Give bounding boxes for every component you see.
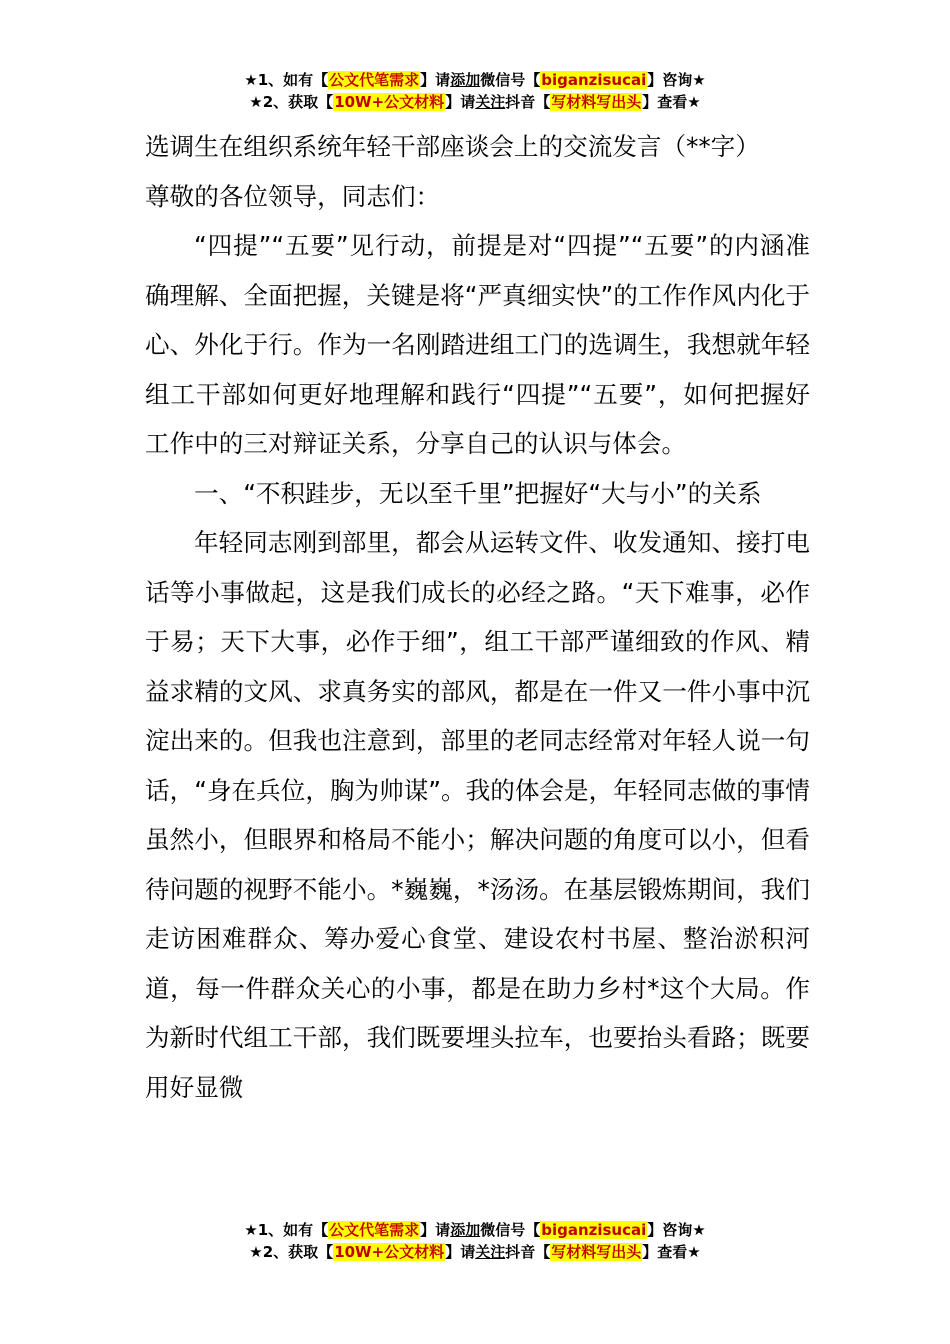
- highlight-service: 公文代笔需求: [329, 1221, 420, 1239]
- promo-text-underlined: 关注: [475, 1243, 506, 1261]
- promo-text: 】请: [420, 71, 451, 89]
- promo-text: 】请: [445, 93, 476, 111]
- highlight-wechat-id: biganzisucai: [541, 71, 647, 89]
- promo-line-2: [0, 1241, 950, 1263]
- promo-text: 】咨询★: [647, 71, 706, 89]
- promo-text: 抖音【: [505, 1243, 551, 1261]
- salutation: 尊敬的各位领导，同志们：: [145, 181, 441, 211]
- document-body: [145, 122, 810, 1112]
- highlight-materials: 10W+公文材料: [334, 1243, 445, 1261]
- promo-banner-top: [0, 69, 950, 113]
- document-title: 选调生在组织系统年轻干部座谈会上的交流发言（**字）: [145, 132, 760, 161]
- promo-line-1: [0, 69, 950, 91]
- promo-text-underlined: 添加: [450, 71, 481, 89]
- promo-text: 抖音【: [505, 93, 551, 111]
- highlight-materials: 10W+公文材料: [334, 93, 445, 111]
- promo-text: 】查看★: [642, 1243, 701, 1261]
- promo-text: 微信号【: [480, 71, 541, 89]
- promo-text: 】请: [445, 1243, 476, 1261]
- highlight-douyin-account: 写材料写出头: [551, 93, 642, 111]
- promo-text-underlined: 关注: [475, 93, 506, 111]
- promo-text: ★2、获取【: [249, 1243, 334, 1261]
- promo-text-underlined: 添加: [450, 1221, 481, 1239]
- promo-text: 微信号【: [480, 1221, 541, 1239]
- body-paragraph-1: 年轻同志刚到部里，都会从运转文件、收发通知、接打电话等小事做起，这是我们成长的必经之路。“天下难事，必作于易；天下大事，必作于细”，组工干部严谨细致的作风、精益求精的文风、求真务实的部风，都是在一件又一件小事中沉淀出来的。但我也注意到，部里的老同志经常对年轻人说一句话，“身在兵位，胸为帅谋”。我的体会是，年轻同志做的事情虽然小，但眼界和格局不能小；解决问题的角度可以小，但看待问题的视野不能小。*巍巍，*汤汤。在基层锻炼期间，我们走访困难群众、筹办爱心食堂、建设农村书屋、整治淤积河道，每一件群众关心的小事，都是在助力乡村*这个大局。作为新时代组工干部，我们既要埋头拉车，也要抬头看路；既要用好显微: [145, 528, 810, 1102]
- promo-banner-bottom: [0, 1219, 950, 1263]
- promo-text: ★2、获取【: [249, 93, 334, 111]
- promo-text: 】查看★: [642, 93, 701, 111]
- highlight-douyin-account: 写材料写出头: [551, 1243, 642, 1261]
- promo-text: 】请: [420, 1221, 451, 1239]
- highlight-service: 公文代笔需求: [329, 71, 420, 89]
- section-heading-1: 一、“不积跬步，无以至千里”把握好“大与小”的关系: [194, 478, 762, 508]
- promo-text: 】咨询★: [647, 1221, 706, 1239]
- intro-paragraph: “四提”“五要”见行动，前提是对“四提”“五要”的内涵准确理解、全面把握，关键是将“严真细实快”的工作作风内化于心、外化于行。作为一名刚踏进组工门的选调生，我想就年轻组工干部如何更好地理解和践行“四提”“五要”，如何把握好工作中的三对辩证关系，分享自己的认识与体会。: [145, 231, 810, 458]
- promo-text: ★1、如有【: [244, 71, 329, 89]
- promo-line-2: [0, 91, 950, 113]
- promo-text: ★1、如有【: [244, 1221, 329, 1239]
- highlight-wechat-id: biganzisucai: [541, 1221, 647, 1239]
- promo-line-1: [0, 1219, 950, 1241]
